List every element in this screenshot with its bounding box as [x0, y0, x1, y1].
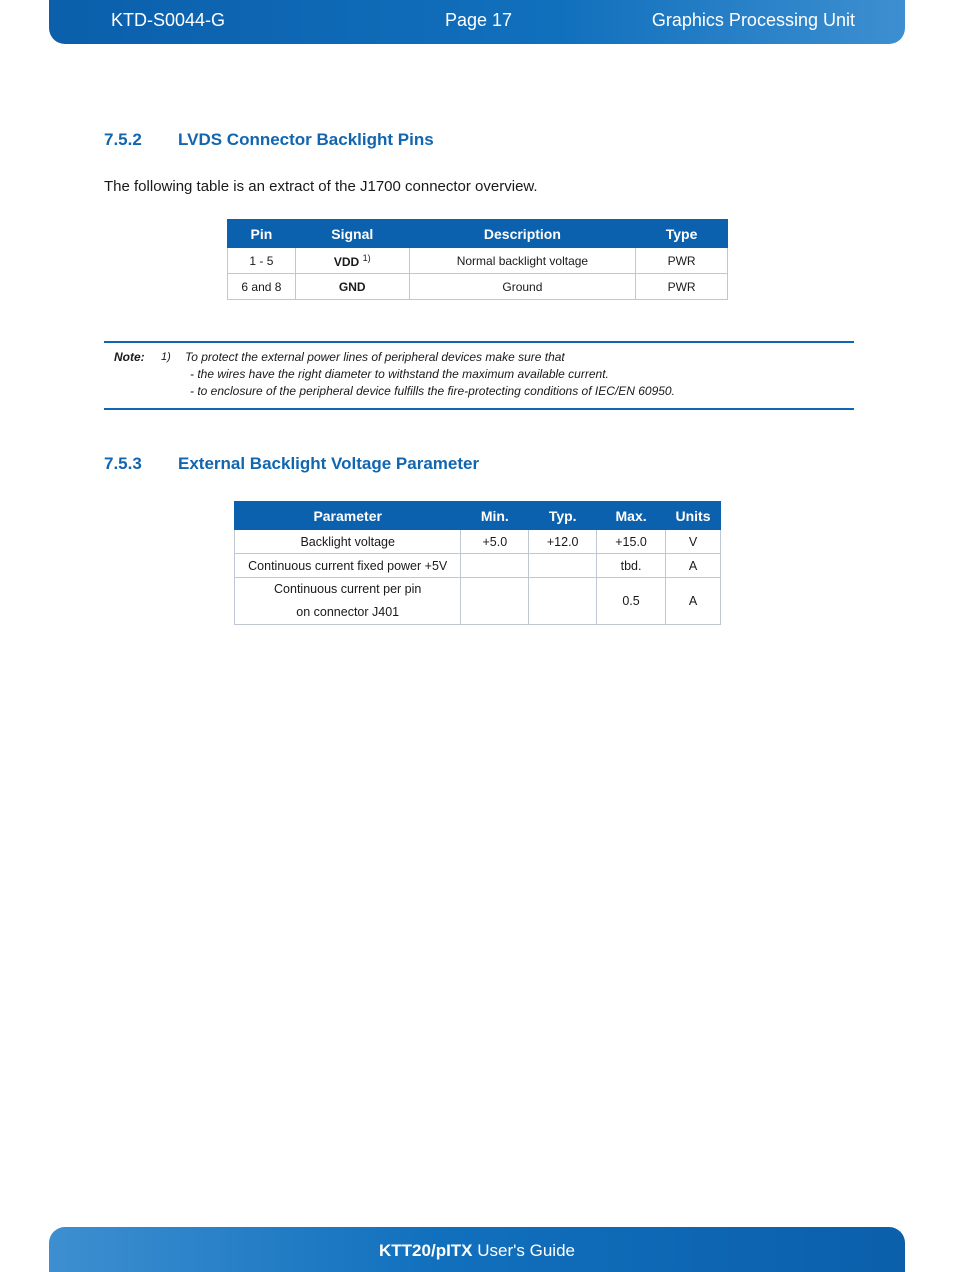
page-footer	[49, 1227, 905, 1272]
min-cell	[461, 554, 529, 578]
table-row	[235, 530, 721, 554]
chapter-title: Graphics Processing Unit	[651, 10, 855, 30]
min-cell	[461, 578, 529, 625]
signal-cell	[295, 274, 409, 300]
parameter-line: on connector J401	[296, 605, 400, 619]
lvds-pins-table	[227, 219, 728, 300]
parameter-cell	[235, 578, 461, 625]
note-line: - the wires have the right diameter to withstand the maximum available current.	[190, 367, 609, 381]
type-cell: PWR	[636, 248, 728, 274]
type-cell: PWR	[636, 274, 728, 300]
page-header	[49, 0, 905, 44]
units-cell: A	[666, 578, 721, 625]
column-header: Parameter	[235, 502, 461, 530]
note-number: 1)	[161, 351, 171, 363]
backlight-parameter-table	[234, 501, 721, 625]
pin-cell: 1 - 5	[228, 248, 296, 274]
section-title: LVDS Connector Backlight Pins	[178, 130, 434, 149]
section-heading-7-5-3	[104, 454, 479, 474]
section-number: 7.5.2	[104, 130, 142, 149]
typ-cell	[529, 578, 597, 625]
pin-cell: 6 and 8	[228, 274, 296, 300]
column-header: Typ.	[529, 502, 597, 530]
min-cell: +5.0	[461, 530, 529, 554]
section-number: 7.5.3	[104, 454, 142, 473]
parameter-line: Continuous current per pin	[274, 582, 422, 596]
note-line: To protect the external power lines of peripheral devices make sure that	[185, 350, 565, 364]
note-label: Note:	[114, 350, 145, 364]
section-heading-7-5-2	[104, 130, 434, 150]
column-header: Type	[636, 220, 728, 248]
column-header: Description	[409, 220, 636, 248]
column-header: Signal	[295, 220, 409, 248]
section-title: External Backlight Voltage Parameter	[178, 454, 480, 473]
table-header-row	[228, 220, 728, 248]
column-header: Units	[666, 502, 721, 530]
footnote-ref: 1)	[362, 252, 371, 263]
note-line: - to enclosure of the peripheral device fulfills the fire-protecting conditions of IEC/EN 60950.	[190, 384, 675, 398]
typ-cell: +12.0	[529, 530, 597, 554]
max-cell: tbd.	[597, 554, 666, 578]
description-cell: Ground	[409, 274, 636, 300]
description-cell: Normal backlight voltage	[409, 248, 636, 274]
table-row	[235, 578, 721, 625]
signal-name: VDD	[333, 254, 360, 269]
footer-title	[49, 1241, 905, 1261]
column-header: Pin	[228, 220, 296, 248]
table-row	[228, 248, 728, 274]
max-cell: 0.5	[597, 578, 666, 625]
column-header: Max.	[597, 502, 666, 530]
signal-name: GND	[338, 279, 366, 294]
note-block	[104, 341, 854, 410]
max-cell: +15.0	[597, 530, 666, 554]
intro-paragraph: The following table is an extract of the J1700 connector overview.	[104, 178, 538, 195]
guide-label: User's Guide	[472, 1241, 575, 1260]
page-number: Page 17	[445, 10, 513, 30]
units-cell: A	[666, 554, 721, 578]
product-name: KTT20/pITX	[379, 1241, 473, 1260]
signal-cell	[295, 248, 409, 274]
table-header-row	[235, 502, 721, 530]
doc-id: KTD-S0044-G	[111, 10, 226, 30]
typ-cell	[529, 554, 597, 578]
table-row	[235, 554, 721, 578]
column-header: Min.	[461, 502, 529, 530]
table-row	[228, 274, 728, 300]
parameter-cell: Continuous current fixed power +5V	[235, 554, 461, 578]
units-cell: V	[666, 530, 721, 554]
parameter-cell: Backlight voltage	[235, 530, 461, 554]
